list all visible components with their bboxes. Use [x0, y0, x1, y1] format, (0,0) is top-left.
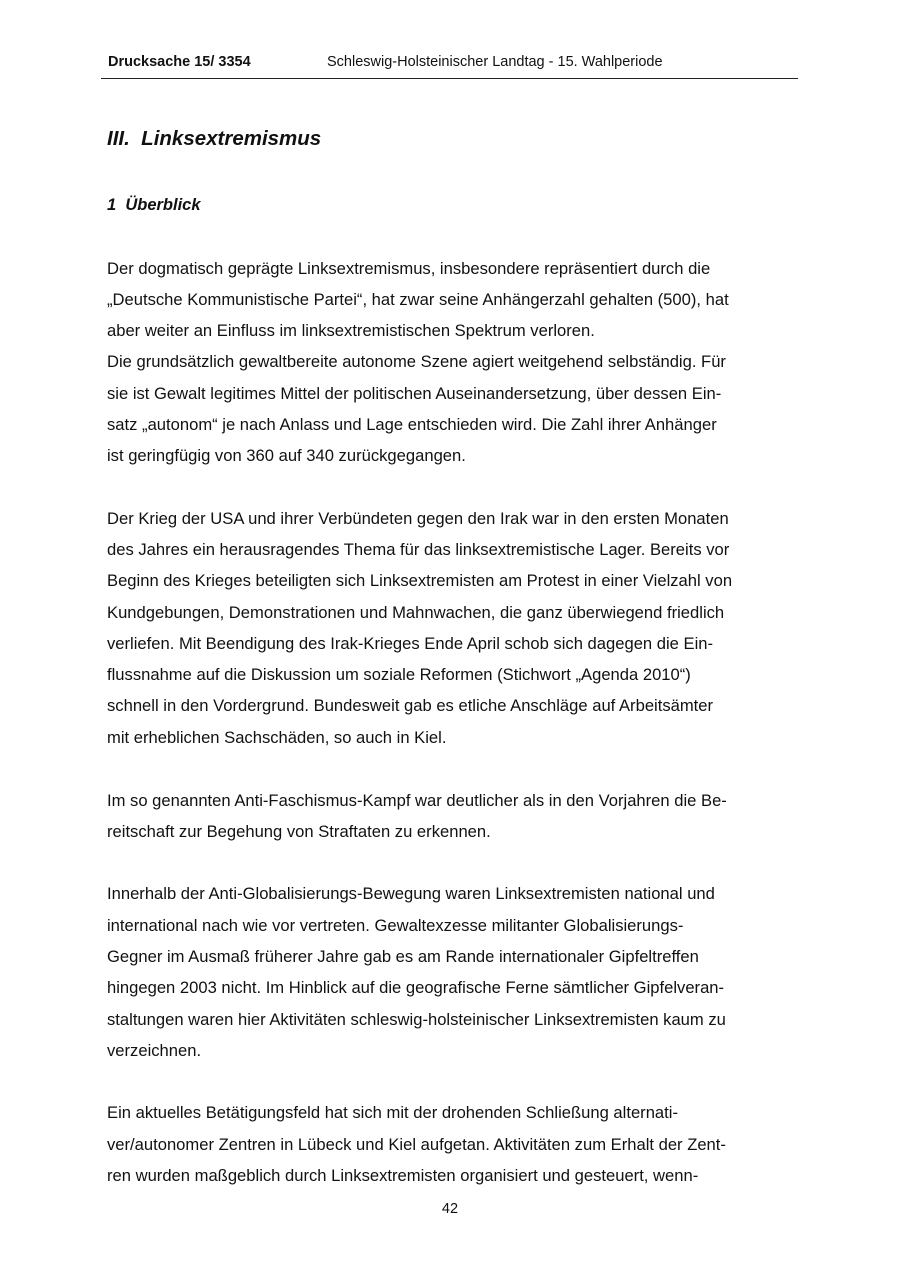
- text-line: Der Krieg der USA und ihrer Verbündeten gegen den Irak war in den ersten Monaten: [107, 509, 729, 528]
- text-line: Der dogmatisch geprägte Linksextremismus, insbesondere repräsentiert durch die: [107, 259, 711, 278]
- text-line: aber weiter an Einfluss im linksextremistischen Spektrum verloren.: [107, 321, 595, 340]
- text-line: mit erheblichen Sachschäden, so auch in Kiel.: [107, 728, 447, 747]
- page-number: 42: [441, 1201, 459, 1217]
- text-line: verzeichnen.: [107, 1041, 202, 1060]
- text-line: „Deutsche Kommunistische Partei“, hat zwar seine Anhängerzahl gehalten (500), hat: [107, 290, 729, 309]
- text-line: ren wurden maßgeblich durch Linksextremisten organisiert und gesteuert, wenn-: [107, 1166, 699, 1185]
- text-line: verliefen. Mit Beendigung des Irak-Krieges Ende April schob sich dagegen die Ein-: [107, 634, 714, 653]
- institution-title: Schleswig-Holsteinischer Landtag - 15. Wahlperiode: [327, 54, 663, 70]
- text-line: Im so genannten Anti-Faschismus-Kampf war deutlicher als in den Vorjahren die Be-: [107, 791, 727, 810]
- text-line: Beginn des Krieges beteiligten sich Linksextremisten am Protest in einer Vielzahl von: [107, 571, 733, 590]
- text-line: sie ist Gewalt legitimes Mittel der politischen Auseinandersetzung, über dessen Ein-: [107, 384, 722, 403]
- subsection-heading: 1 Überblick: [107, 196, 201, 214]
- section-heading: III. Linksextremismus: [107, 127, 322, 150]
- document-number: Drucksache 15/ 3354: [108, 54, 251, 70]
- text-line: Gegner im Ausmaß früherer Jahre gab es am Rande internationaler Gipfeltreffen: [107, 947, 699, 966]
- text-line: hingegen 2003 nicht. Im Hinblick auf die geografische Ferne sämtlicher Gipfelveran-: [107, 978, 725, 997]
- text-line: reitschaft zur Begehung von Straftaten zu erkennen.: [107, 822, 491, 841]
- page-header: [101, 52, 798, 79]
- text-line: Ein aktuelles Betätigungsfeld hat sich mit der drohenden Schließung alternati-: [107, 1103, 678, 1122]
- text-line: ist geringfügig von 360 auf 340 zurückgegangen.: [107, 446, 466, 465]
- text-line: flussnahme auf die Diskussion um soziale Reformen (Stichwort „Agenda 2010“): [107, 665, 691, 684]
- text-line: Kundgebungen, Demonstrationen und Mahnwachen, die ganz überwiegend friedlich: [107, 603, 725, 622]
- text-line: Die grundsätzlich gewaltbereite autonome Szene agiert weitgehend selbständig. Für: [107, 352, 726, 371]
- text-line: Innerhalb der Anti-Globalisierungs-Bewegung waren Linksextremisten national und: [107, 884, 715, 903]
- text-line: satz „autonom“ je nach Anlass und Lage entschieden wird. Die Zahl ihrer Anhänger: [107, 415, 717, 434]
- text-line: staltungen waren hier Aktivitäten schleswig-holsteinischer Linksextremisten kaum zu: [107, 1010, 726, 1029]
- text-line: international nach wie vor vertreten. Gewaltexzesse militanter Globalisierungs-: [107, 916, 684, 935]
- text-line: ver/autonomer Zentren in Lübeck und Kiel aufgetan. Aktivitäten zum Erhalt der Zent-: [107, 1135, 726, 1154]
- text-line: des Jahres ein herausragendes Thema für das linksextremistische Lager. Bereits vor: [107, 540, 730, 559]
- text-line: schnell in den Vordergrund. Bundesweit gab es etliche Anschläge auf Arbeitsämter: [107, 696, 714, 715]
